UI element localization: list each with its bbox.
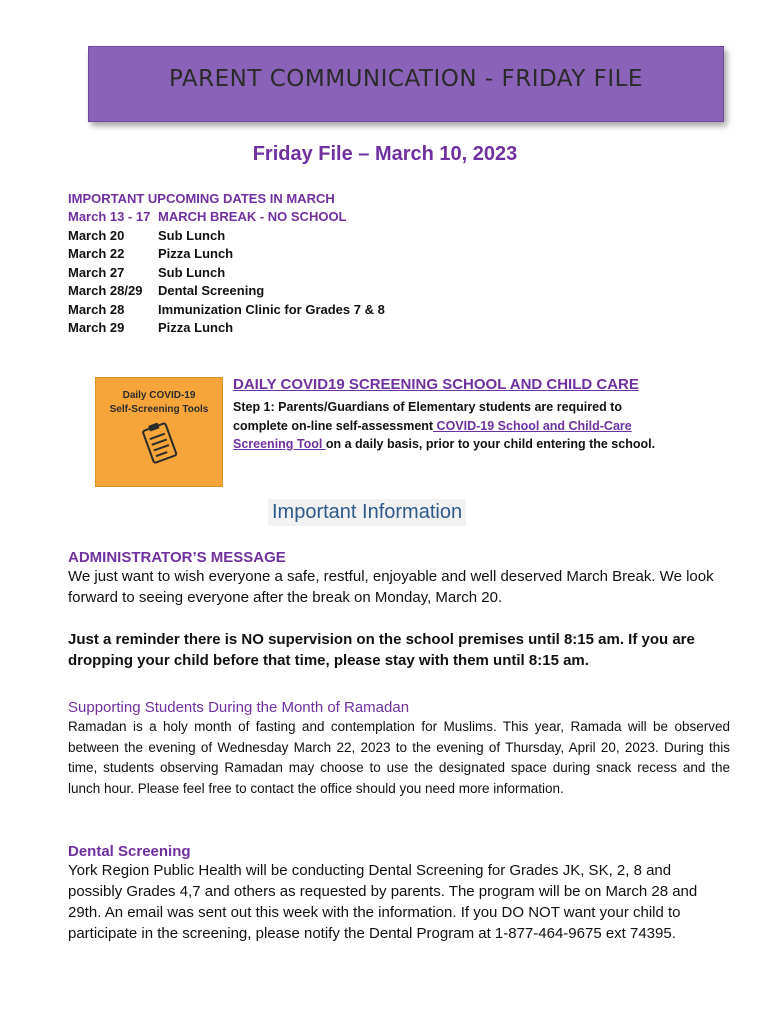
date-event: MARCH BREAK - NO SCHOOL [158, 209, 347, 224]
covid-step-text [233, 398, 663, 454]
date-row [68, 227, 385, 246]
covid-screening-link[interactable]: COVID-19 School and Child-Care Screening Tool [233, 418, 632, 451]
clipboard-icon [140, 420, 180, 468]
page-title: Friday File – March 10, 2023 [252, 143, 518, 165]
date-label: March 28 [68, 301, 125, 317]
date-row [68, 208, 385, 227]
date-row [68, 282, 385, 301]
ramadan-section [68, 699, 730, 799]
date-row [68, 301, 385, 320]
date-event: Sub Lunch [158, 227, 226, 243]
date-event: Sub Lunch [158, 264, 226, 280]
date-event: Immunization Clinic for Grades 7 & 8 [158, 301, 385, 317]
dental-heading: Dental Screening [68, 843, 191, 860]
date-label: March 28/29 [68, 283, 143, 298]
upcoming-dates [68, 190, 385, 338]
date-label: March 20 [68, 227, 125, 243]
date-label: March 27 [68, 264, 125, 280]
admin-heading: ADMINISTRATOR’S MESSAGE [68, 549, 286, 566]
covid-screening-image [95, 377, 223, 487]
date-event: Dental Screening [158, 283, 265, 298]
dental-section [68, 843, 728, 944]
covid-image-caption [96, 389, 222, 417]
date-row [68, 245, 385, 264]
date-row [68, 319, 385, 338]
date-row [68, 264, 385, 283]
admin-message-section [68, 549, 730, 671]
important-info-heading: Important Information [268, 499, 466, 526]
admin-para1: We just want to wish everyone a safe, restful, enjoyable and well deserved March Break. We look forward to seeing everyone after the break on Monday, March 20. [68, 568, 714, 606]
date-event: Pizza Lunch [158, 320, 234, 335]
covid-heading: DAILY COVID19 SCREENING SCHOOL AND CHILD CARE [233, 376, 639, 393]
covid-text-before: Step 1: Parents/Guardians of Elementary students are required to complete on-line self-assessment [233, 400, 622, 433]
covid-image-line1: Daily COVID-19 [122, 390, 196, 401]
ramadan-heading: Supporting Students During the Month of Ramadan [68, 699, 410, 716]
date-label: March 13 - 17 [68, 209, 151, 224]
dates-heading: IMPORTANT UPCOMING DATES IN MARCH [68, 191, 335, 206]
ramadan-text: Ramadan is a holy month of fasting and contemplation for Muslims. This year, Ramada will be observed between the evening of Wednesday March 22, 2023 to the evening of Thursday, April 20, 2023. During this time, students observing Ramadan may choose to use the designated space during snack recess and the lunch hour. Please feel free to contact the office should you need more information. [68, 719, 730, 796]
date-event: Pizza Lunch [158, 246, 234, 261]
date-label: March 22 [68, 246, 125, 261]
dental-text: York Region Public Health will be conducting Dental Screening for Grades JK, SK, 2, 8 and possibly Grades 4,7 and others as requested by parents. The program will be on March 28 and 29th. An email was sent out this week with the information. If you DO NOT want your child to participate in the screening, please notify the Dental Program at 1-877-464-9675 ext 74395. [68, 862, 698, 942]
covid-image-line2: Self-Screening Tools [109, 404, 209, 415]
covid-text-after: on a daily basis, prior to your child entering the school. [325, 437, 656, 451]
banner-title: PARENT COMMUNICATION - FRIDAY FILE [169, 66, 643, 92]
date-label: March 29 [68, 320, 125, 335]
admin-para2: Just a reminder there is NO supervision on the school premises until 8:15 am. If you are dropping your child before that time, please stay with them until 8:15 am. [68, 631, 695, 669]
header-banner [88, 46, 724, 122]
